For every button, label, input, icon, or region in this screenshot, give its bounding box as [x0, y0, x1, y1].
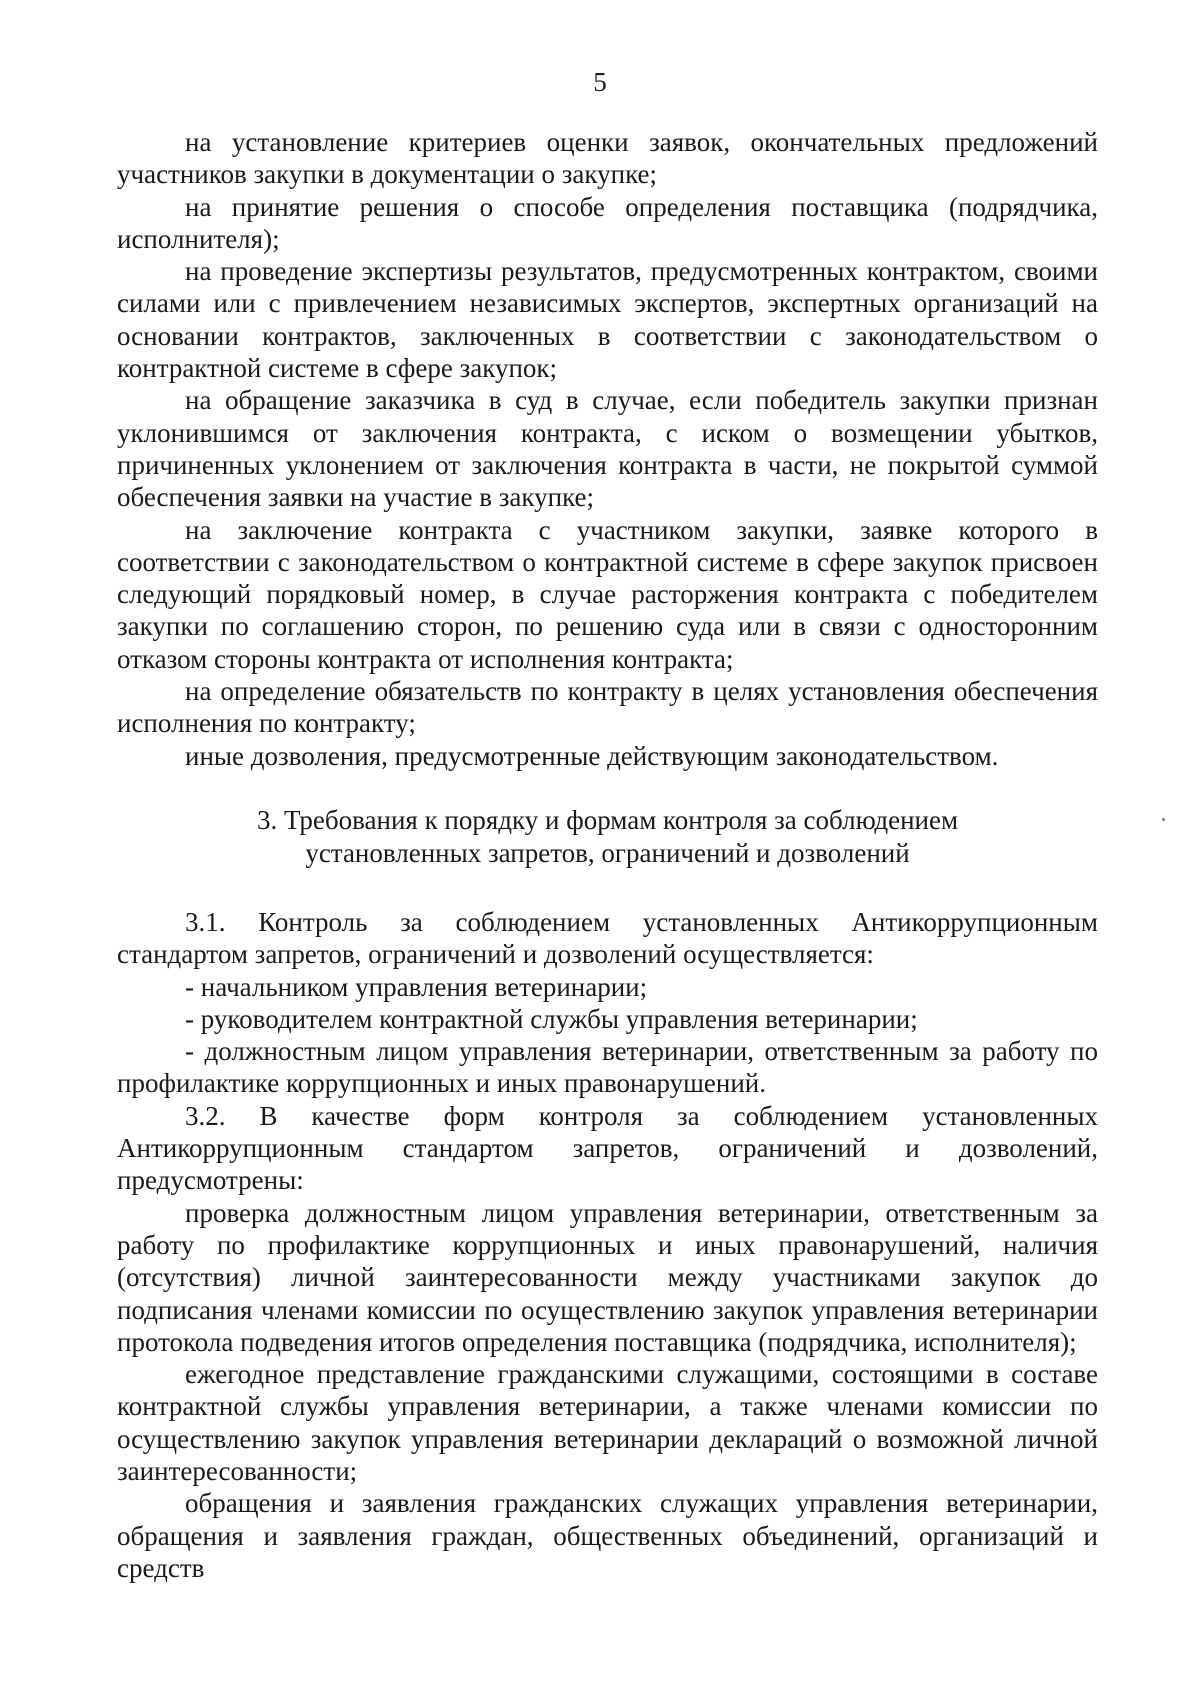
control-section-body [117, 906, 1098, 1584]
list-item: - руководителем контрактной службы управления ветеринарии; [185, 1003, 918, 1034]
paragraph: на определение обязательств по контракту в целях установления обеспечения исполнения по контракту; [117, 676, 1098, 739]
paragraph: на обращение заказчика в суд в случае, если победитель закупки признан уклонившимся от заключения контракта, с иском о возмещении убытков, причиненных уклонением от заключения контракта в части, не покрытой суммой обеспечения заявки на участие в закупке; [117, 385, 1098, 513]
paragraph: 3.2. В качестве форм контроля за соблюдением установленных Антикоррупционным стандартом запретов, ограничений и дозволений, предусмотрены: [117, 1100, 1098, 1196]
paragraph: на установление критериев оценки заявок, окончательных предложений участников закупки в документации о закупке; [117, 127, 1098, 190]
paragraph: ежегодное представление гражданскими служащими, состоящими в составе контрактной службы управления ветеринарии, а также членами комиссии по осуществлению закупок управления ветеринарии деклараций о возможной личной заинтересованности; [117, 1359, 1098, 1487]
section-heading-line-2: установленных запретов, ограничений и дозволений [305, 838, 910, 868]
paragraph: на заключение контракта с участником закупки, заявке которого в соответствии с законодательством о контрактной системе в сфере закупок присвоен следующий порядковый номер, в случае расторжения контракта с победителем закупки по соглашению сторон, по решению суда или в связи с односторонним отказом стороны контракта от исполнения контракта; [117, 514, 1098, 674]
paragraph: иные дозволения, предусмотренные действующим законодательством. [185, 740, 999, 771]
paragraph: обращения и заявления гражданских служащих управления ветеринарии, обращения и заявления граждан, общественных объединений, организаций и средств [117, 1488, 1098, 1583]
scan-speck [1162, 818, 1165, 821]
list-item: - начальником управления ветеринарии; [185, 971, 648, 1002]
permissions-list [117, 126, 1098, 772]
paragraph: 3.1. Контроль за соблюдением установленных Антикоррупционным стандартом запретов, ограничений и дозволений осуществляется: [117, 907, 1098, 970]
paragraph: на принятие решения о способе определения поставщика (подрядчика, исполнителя); [117, 191, 1098, 254]
paragraph: проверка должностным лицом управления ветеринарии, ответственным за работу по профилактике коррупционных и иных правонарушений, наличия (отсутствия) личной заинтересованности между участниками закупок до подписания членами комиссии по осуществлению закупок управления ветеринарии протокола подведения итогов определения поставщика (подрядчика, исполнителя); [117, 1197, 1098, 1357]
section-heading-line-1: 3. Требования к порядку и формам контроля за соблюдением [256, 805, 959, 835]
paragraph: на проведение экспертизы результатов, предусмотренных контрактом, своими силами или с привлечением независимых экспертов, экспертных организаций на основании контрактов, заключенных в соответствии с законодательством о контрактной системе в сфере закупок; [117, 256, 1098, 384]
list-item: - должностным лицом управления ветеринарии, ответственным за работу по профилактике коррупционных и иных правонарушений. [117, 1036, 1098, 1099]
section-heading [117, 804, 1098, 870]
page-number: 5 [593, 67, 607, 97]
